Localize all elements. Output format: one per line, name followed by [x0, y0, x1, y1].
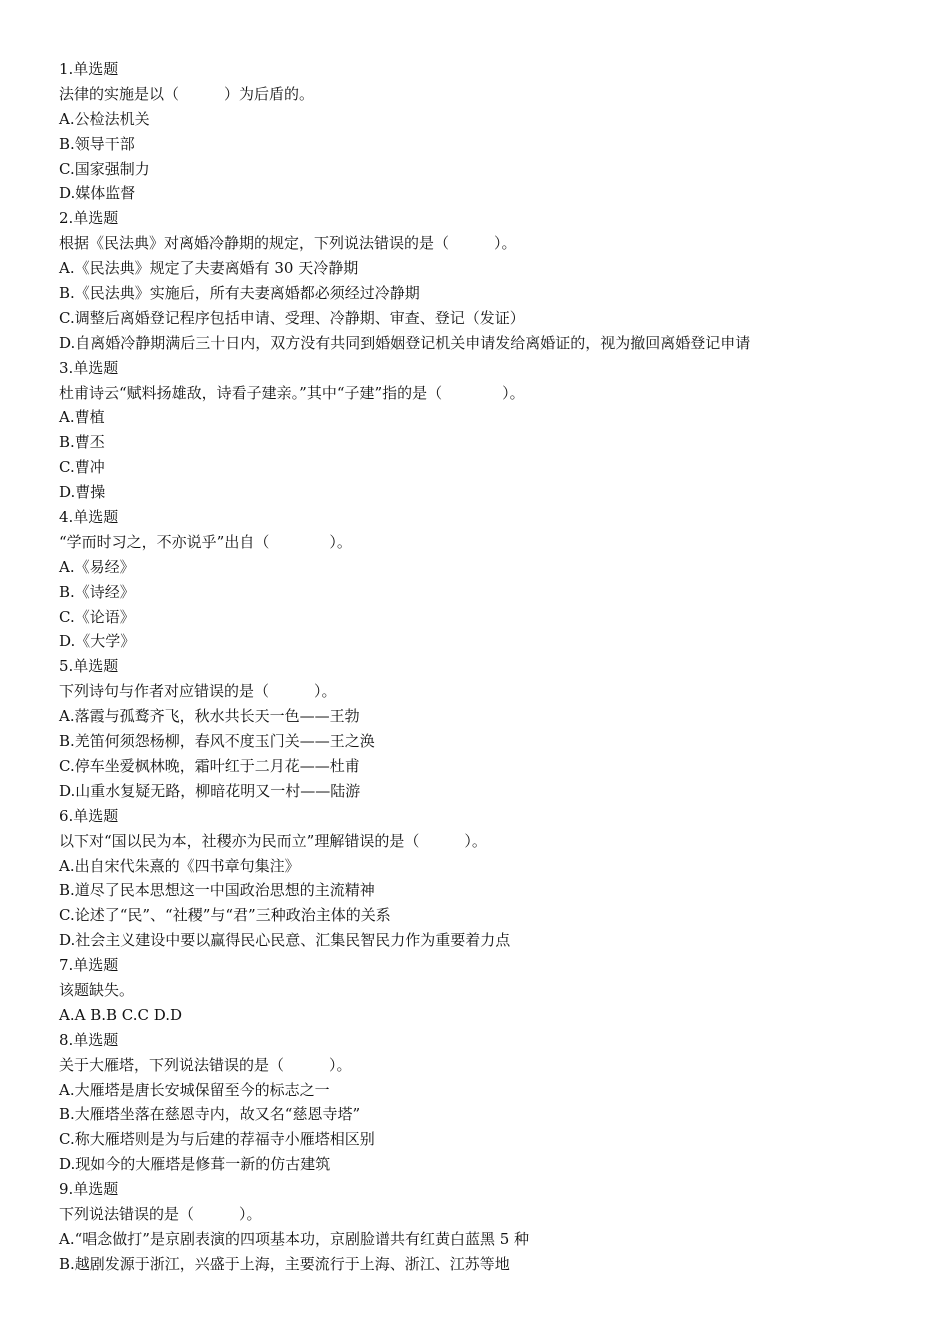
- question-stem: 下列诗句与作者对应错误的是（ ）。: [59, 682, 337, 701]
- question-stem: 该题缺失。: [59, 980, 135, 999]
- option-list: A.A B.B C.C D.D: [59, 1005, 183, 1024]
- option-c: C.停车坐爱枫林晚，霜叶红于二月花——杜甫: [59, 756, 360, 775]
- option-c: C.曹冲: [59, 458, 105, 477]
- option-a: A.大雁塔是唐长安城保留至今的标志之一: [59, 1080, 330, 1099]
- option-d: D.曹操: [59, 483, 106, 502]
- question-8: [59, 1028, 919, 1177]
- question-9: [59, 1177, 919, 1277]
- question-header: 6.单选题: [59, 806, 119, 825]
- question-2: [59, 206, 919, 355]
- option-d: D.山重水复疑无路，柳暗花明又一村——陆游: [59, 781, 361, 800]
- option-d: D.《大学》: [59, 632, 136, 651]
- option-d: D.社会主义建设中要以赢得民心民意、汇集民智民力作为重要着力点: [59, 931, 511, 950]
- option-c: C.《论语》: [59, 607, 135, 626]
- option-c: C.调整后离婚登记程序包括申请、受理、冷静期、审查、登记（发证）: [59, 308, 525, 327]
- option-d: D.现如今的大雁塔是修葺一新的仿古建筑: [59, 1155, 331, 1174]
- question-header: 9.单选题: [59, 1180, 119, 1199]
- option-b: B.领导干部: [59, 134, 135, 153]
- option-d: D.自离婚冷静期满后三十日内，双方没有共同到婚姻登记机关申请发给离婚证的，视为撤回离婚登记申请: [59, 333, 751, 352]
- question-3: [59, 356, 919, 505]
- question-stem: 下列说法错误的是（ ）。: [59, 1204, 262, 1223]
- question-5: [59, 654, 919, 803]
- option-a: A.《民法典》规定了夫妻离婚有 30 天冷静期: [59, 259, 359, 278]
- question-stem: 杜甫诗云“赋料扬雄敌，诗看子建亲。”其中“子建”指的是（ ）。: [59, 383, 525, 402]
- question-stem: 关于大雁塔，下列说法错误的是（ ）。: [59, 1055, 352, 1074]
- question-header: 4.单选题: [59, 508, 119, 527]
- option-b: B.《民法典》实施后，所有夫妻离婚都必须经过冷静期: [59, 284, 420, 303]
- question-stem: 法律的实施是以（ ）为后盾的。: [59, 84, 315, 103]
- option-a: A.出自宋代朱熹的《四书章句集注》: [59, 856, 300, 875]
- option-b: B.曹丕: [59, 433, 105, 452]
- option-a: A.“唱念做打”是京剧表演的四项基本功，京剧脸谱共有红黄白蓝黑 5 种: [59, 1229, 530, 1248]
- question-6: [59, 804, 919, 953]
- question-4: [59, 505, 919, 654]
- option-c: C.国家强制力: [59, 159, 150, 178]
- option-a: A.《易经》: [59, 557, 135, 576]
- option-b: B.《诗经》: [59, 582, 135, 601]
- question-header: 8.单选题: [59, 1030, 119, 1049]
- option-a: A.曹植: [59, 408, 105, 427]
- question-1: [59, 57, 919, 206]
- question-stem: 以下对“国以民为本，社稷亦为民而立”理解错误的是（ ）。: [59, 831, 487, 850]
- option-b: B.越剧发源于浙江，兴盛于上海，主要流行于上海、浙江、江苏等地: [59, 1254, 510, 1273]
- question-header: 5.单选题: [59, 657, 119, 676]
- exam-page: [59, 57, 919, 1277]
- question-header: 7.单选题: [59, 956, 119, 975]
- option-b: B.道尽了民本思想这一中国政治思想的主流精神: [59, 881, 375, 900]
- option-c: C.称大雁塔则是为与后建的荐福寺小雁塔相区别: [59, 1130, 375, 1149]
- question-header: 1.单选题: [59, 60, 119, 78]
- option-a: A.落霞与孤鹜齐飞，秋水共长天一色——王勃: [59, 707, 360, 726]
- question-7: [59, 953, 919, 1028]
- question-stem: “学而时习之，不亦说乎”出自（ ）。: [59, 532, 352, 551]
- question-header: 2.单选题: [59, 209, 119, 228]
- option-d: D.媒体监督: [59, 184, 136, 203]
- option-b: B.羌笛何须怨杨柳，春风不度玉门关——王之涣: [59, 732, 375, 751]
- question-header: 3.单选题: [59, 358, 119, 377]
- question-stem: 根据《民法典》对离婚冷静期的规定，下列说法错误的是（ ）。: [59, 234, 517, 253]
- option-b: B.大雁塔坐落在慈恩寺内，故又名“慈恩寺塔”: [59, 1105, 361, 1124]
- option-a: A.公检法机关: [59, 109, 150, 128]
- option-c: C.论述了“民”、“社稷”与“君”三种政治主体的关系: [59, 906, 391, 925]
